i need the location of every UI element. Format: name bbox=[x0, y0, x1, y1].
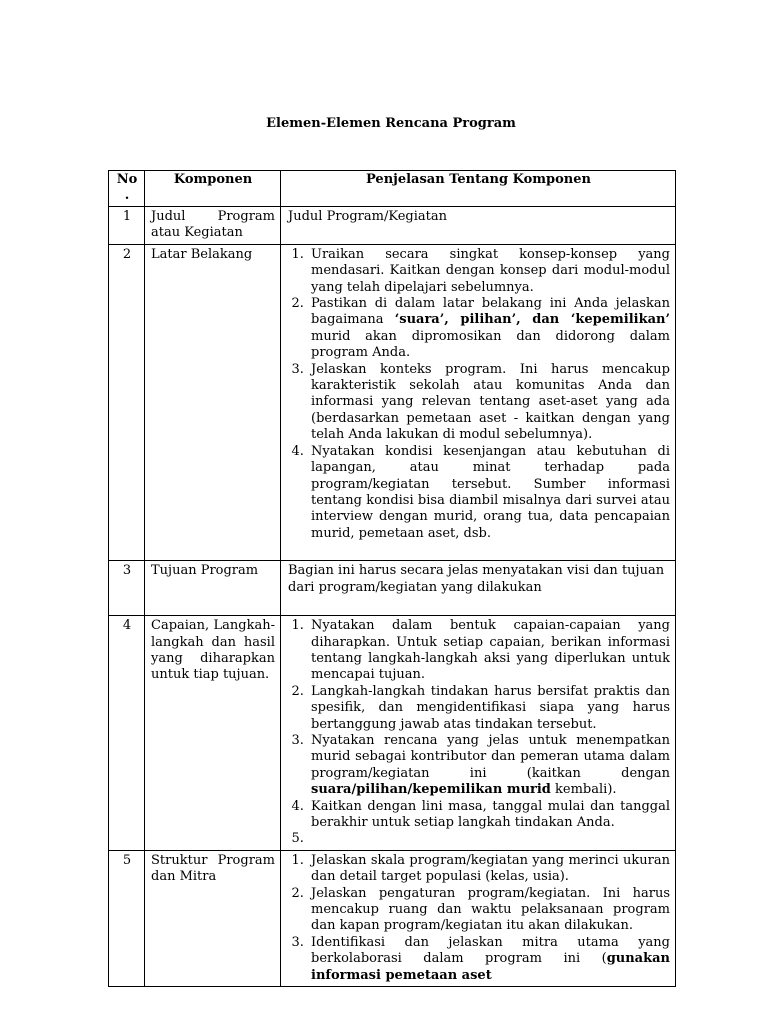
table-row bbox=[109, 616, 676, 851]
list-item: 1. Jelaskan skala program/kegiatan yang merinci ukuran dan detail target populasi (kelas, usia). bbox=[308, 853, 670, 886]
list-item: 4. Nyatakan kondisi kesenjangan atau kebutuhan di lapangan, atau minat terhadap pada program/kegiatan tersebut. Sumber informasi tentang kondisi bisa diambil misalnya dari survei atau interview dengan murid, orang tua, data pencapaian murid, pemetaan aset, dsb. bbox=[308, 444, 670, 542]
row-description bbox=[281, 616, 676, 851]
row-description bbox=[281, 850, 676, 986]
description-list bbox=[287, 618, 670, 848]
row-number: 3 bbox=[109, 561, 145, 616]
row-description bbox=[281, 244, 676, 560]
row-component: Struktur Program dan Mitra bbox=[145, 850, 281, 986]
list-item: 3. Nyatakan rencana yang jelas untuk menempatkan murid sebagai kontributor dan pemeran utama dalam program/kegiatan ini (kaitkan dengan suara/pilihan/kepemilikan murid kembali). bbox=[308, 733, 670, 799]
document-title: Elemen-Elemen Rencana Program bbox=[266, 116, 516, 131]
row-component: Tujuan Program bbox=[145, 561, 281, 616]
list-item: 2. Jelaskan pengaturan program/kegiatan. Ini harus mencakup ruang dan waktu pelaksanaan program dan kapan program/kegiatan itu akan dilakukan. bbox=[308, 886, 670, 935]
list-item: 1. Nyatakan dalam bentuk capaian-capaian yang diharapkan. Untuk setiap capaian, berikan informasi tentang langkah-langkah aksi yang diperlukan untuk mencapai tujuan. bbox=[308, 618, 670, 684]
row-component: Judul Program atau Kegiatan bbox=[145, 207, 281, 245]
row-number: 1 bbox=[109, 207, 145, 245]
header-component: Komponen bbox=[145, 171, 281, 207]
header-description: Penjelasan Tentang Komponen bbox=[281, 171, 676, 207]
table-header-row bbox=[109, 171, 676, 207]
row-number: 5 bbox=[109, 850, 145, 986]
list-item: 4. Kaitkan dengan lini masa, tanggal mulai dan tanggal berakhir untuk setiap langkah tindakan Anda. bbox=[308, 799, 670, 832]
row-number: 4 bbox=[109, 616, 145, 851]
row-component: Latar Belakang bbox=[145, 244, 281, 560]
table-row bbox=[109, 207, 676, 245]
list-item bbox=[308, 831, 670, 847]
row-number: 2 bbox=[109, 244, 145, 560]
program-elements-table bbox=[108, 170, 676, 987]
row-component: Capaian, Langkah-langkah dan hasil yang diharapkan untuk tiap tujuan. bbox=[145, 616, 281, 851]
list-item: 3. Identifikasi dan jelaskan mitra utama yang berkolaborasi dalam program ini (gunakan informasi pemetaan aset bbox=[308, 935, 670, 984]
description-list bbox=[287, 853, 670, 984]
table-row bbox=[109, 850, 676, 986]
header-no: No . bbox=[109, 171, 145, 207]
row-description: Judul Program/Kegiatan bbox=[281, 207, 676, 245]
row-description: Bagian ini harus secara jelas menyatakan visi dan tujuan dari program/kegiatan yang dilakukan bbox=[281, 561, 676, 616]
description-list bbox=[287, 247, 670, 542]
list-item: 1. Uraikan secara singkat konsep-konsep yang mendasari. Kaitkan dengan konsep dari modul-modul yang telah dipelajari sebelumnya. bbox=[308, 247, 670, 296]
list-item: 2. Langkah-langkah tindakan harus bersifat praktis dan spesifik, dan mengidentifikasi siapa yang harus bertanggung jawab atas tindakan tersebut. bbox=[308, 684, 670, 733]
table-row bbox=[109, 244, 676, 560]
list-item: 2. Pastikan di dalam latar belakang ini Anda jelaskan bagaimana ‘suara’, pilihan’, dan ‘kepemilikan’ murid akan dipromosikan dan didorong dalam program Anda. bbox=[308, 296, 670, 362]
list-item: 3. Jelaskan konteks program. Ini harus mencakup karakteristik sekolah atau komunitas Anda dan informasi yang relevan tentang aset-aset yang ada (berdasarkan pemetaan aset - kaitkan dengan yang telah Anda lakukan di modul sebelumnya). bbox=[308, 362, 670, 444]
table-row bbox=[109, 561, 676, 616]
